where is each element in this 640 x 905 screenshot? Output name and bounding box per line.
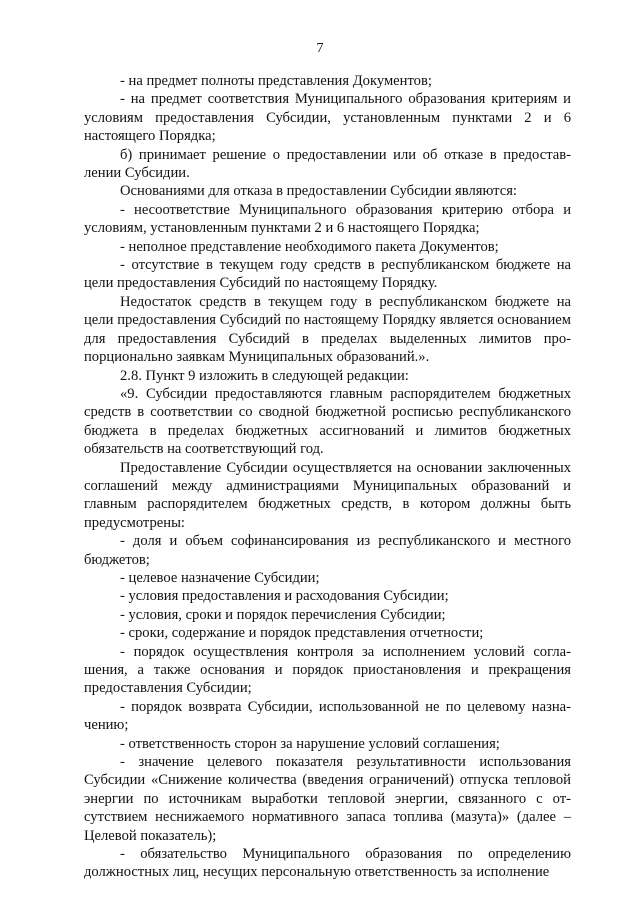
paragraph-5: - несоответствие Муниципального образования критерию отбора и условиям, установленным пунктами 2 и 6 настоящего Порядка; <box>84 201 571 237</box>
paragraph-20: - значение целевого показателя результативности использования Субсидии «Снижение количества (введения ограничений) отпуска тепловой энергии по источникам выработки тепловой энергии, связанного с отсутствием неснижаемого нормативного запаса топлива (мазута)» (далее – Целевой показатель); <box>84 754 571 844</box>
paragraph-3: б) принимает решение о предоставлении или об отказе в предоставлении Субсидии. <box>84 146 571 182</box>
paragraph-19: - ответственность сторон за нарушение условий соглашения; <box>120 735 500 752</box>
paragraph-14: - условия предоставления и расходования Субсидии; <box>120 588 449 605</box>
paragraph-6: - неполное представление необходимого пакета Документов; <box>120 238 499 255</box>
paragraph-17: - порядок осуществления контроля за исполнением условий соглашения, а также основания и порядок приостановления и прекращения предоставления Субсидии; <box>84 643 571 697</box>
paragraph-15: - условия, сроки и порядок перечисления Субсидии; <box>120 606 446 623</box>
paragraph-13: - целевое назначение Субсидии; <box>120 569 320 586</box>
paragraph-18: - порядок возврата Субсидии, использованной не по целевому назначению; <box>84 698 571 734</box>
paragraph-9: 2.8. Пункт 9 изложить в следующей редакции: <box>120 367 409 384</box>
paragraph-7: - отсутствие в текущем году средств в республиканском бюджете на цели предоставления Субсидий по настоящему Порядку. <box>84 257 571 292</box>
paragraph-2: - на предмет соответствия Муниципального образования критериям и условиям предоставления Субсидии, установленным пунктами 2 и 6 настоящего Порядка; <box>84 91 571 145</box>
paragraph-11: Предоставление Субсидии осуществляется на основании заключенных соглашений между администрациями Муниципальных образований и главным распорядителем бюджетных средств, в котором должны быть предусмотрены: <box>84 459 571 531</box>
paragraph-16: - сроки, содержание и порядок представления отчетности; <box>120 625 484 642</box>
paragraph-8: Недостаток средств в текущем году в республиканском бюджете на цели предоставления Субсидий по настоящему Порядку является основанием для предоставления Субсидий в пределах выделенных лимитов пропорционально заявкам Муниципальных образований.». <box>84 293 571 366</box>
document-body <box>84 72 571 882</box>
paragraph-1: - на предмет полноты представления Документов; <box>120 73 432 89</box>
paragraph-12: - доля и объем софинансирования из республиканского и местного бюджетов; <box>84 533 571 568</box>
page-number: 7 <box>316 41 324 56</box>
paragraph-10: «9. Субсидии предоставляются главным распорядителем бюджетных средств в соответствии со сводной бюджетной росписью республиканского бюджета в пределах бюджетных ассигнований и лимитов бюджетных обязательств на соответствующий год. <box>84 385 571 458</box>
paragraph-4: Основаниями для отказа в предоставлении Субсидии являются: <box>120 183 517 200</box>
paragraph-21: - обязательство Муниципального образования по определению должностных лиц, несущих персональную ответственность за исполнение <box>84 846 571 881</box>
